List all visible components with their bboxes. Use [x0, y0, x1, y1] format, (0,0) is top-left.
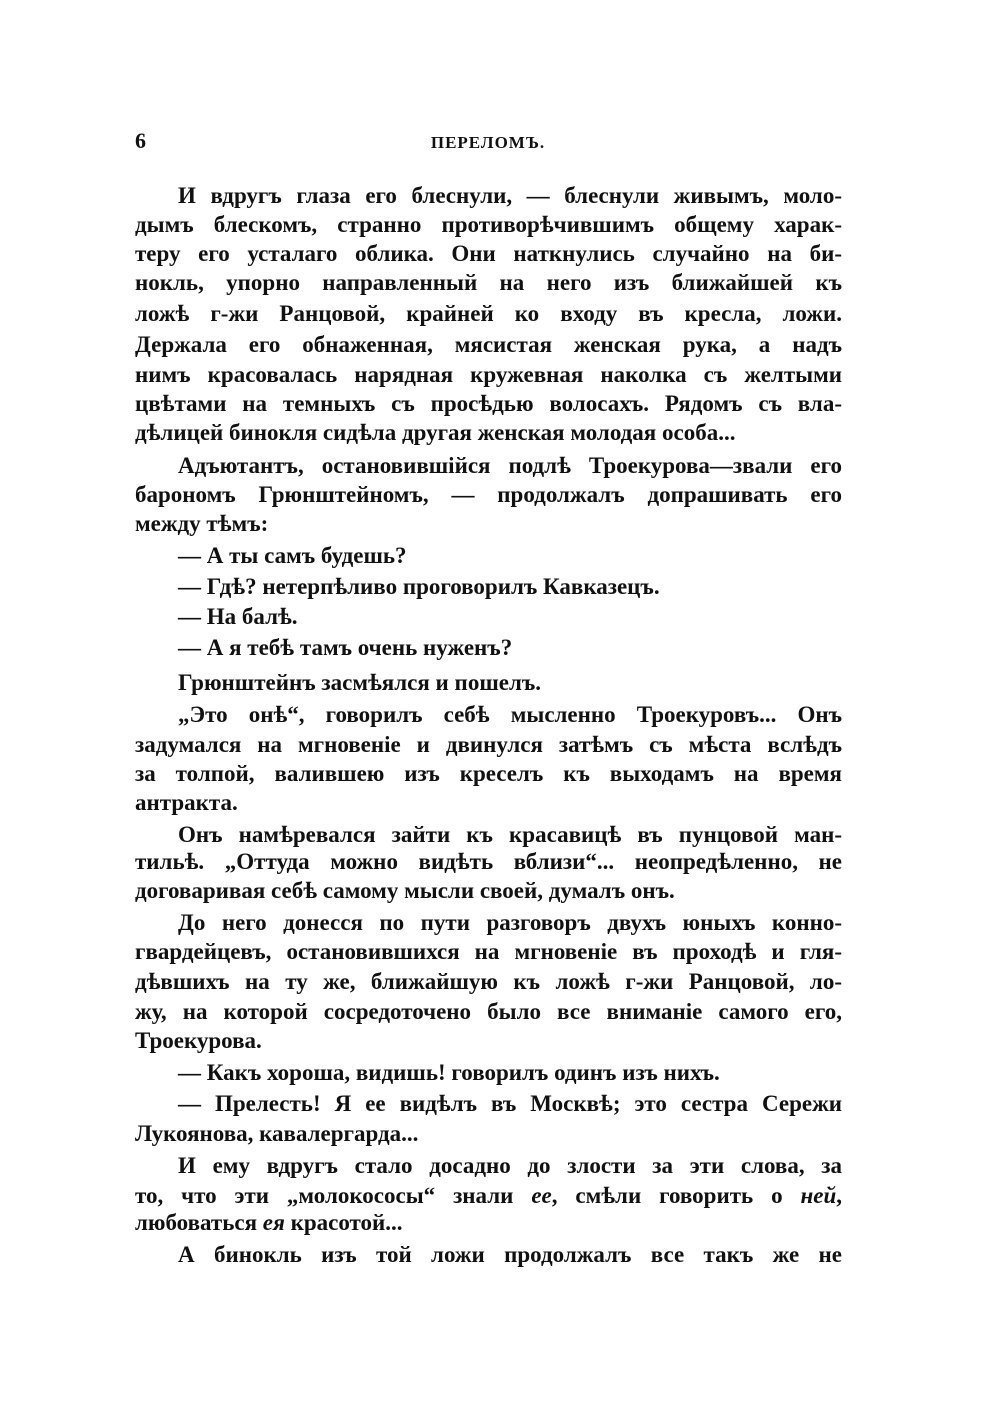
text-line: — Прелесть! Я ее видѣлъ въ Москвѣ; это сестра Сережи: [178, 1091, 842, 1116]
text-line: Адъютантъ, остановившійся подлѣ Троекурова—звали его: [178, 453, 842, 478]
text-line: барономъ Грюнштейномъ, — продолжалъ допрашивать его: [135, 482, 842, 507]
text-line: дѣлицей бинокля сидѣла другая женская молодая особа...: [135, 420, 736, 445]
text-segment: любоваться: [135, 1210, 263, 1235]
italic-word: ее: [531, 1183, 552, 1208]
text-line: — А ты самъ будешь?: [178, 543, 407, 568]
text-line: между тѣмъ:: [135, 511, 269, 536]
text-line: нимъ красовалась нарядная кружевная наколка съ желтыми: [135, 362, 842, 387]
text-segment: , смѣли говорить о: [551, 1183, 801, 1208]
text-line: договаривая себѣ самому мысли своей, думалъ онъ.: [135, 878, 675, 903]
text-line: Троекурова.: [135, 1028, 262, 1053]
italic-word: ея: [262, 1210, 285, 1235]
text-line: теру его усталаго облика. Они наткнулись случайно на би-: [135, 241, 842, 266]
text-line: — А я тебѣ тамъ очень нуженъ?: [178, 635, 513, 660]
text-line: Лукоянова, кавалергарда...: [135, 1121, 419, 1146]
text-line: [135, 1209, 842, 1237]
page-number: 6: [135, 128, 146, 153]
text-line: До него донесся по пути разговоръ двухъ юныхъ конно-: [178, 910, 842, 935]
text-line: И вдругъ глаза его блеснули, — блеснули живымъ, моло-: [178, 183, 842, 208]
text-segment: ,: [836, 1183, 842, 1208]
text-line: [135, 1182, 842, 1210]
text-line: — Какъ хороша, видишь! говорилъ одинъ изъ нихъ.: [178, 1060, 720, 1085]
text-line: — Гдѣ? нетерпѣливо проговорилъ Кавказецъ.: [178, 574, 660, 599]
text-line: тильѣ. „Оттуда можно видѣть вблизи“... неопредѣленно, не: [135, 849, 842, 874]
text-line: цвѣтами на темныхъ съ просѣдью волосахъ. Рядомъ съ вла-: [135, 391, 842, 416]
italic-word: ней: [800, 1183, 837, 1208]
text-line: Онъ намѣревался зайти къ красавицѣ въ пунцовой ман-: [178, 822, 842, 847]
text-line: нокль, упорно направленный на него изъ ближайшей къ: [135, 270, 842, 295]
text-line: жу, на которой сосредоточено было все вниманіе самого его,: [135, 999, 842, 1024]
text-line: А бинокль изъ той ложи продолжалъ все такъ же не: [178, 1242, 842, 1267]
text-line: — На балѣ.: [178, 604, 298, 629]
text-line: ложѣ г-жи Ранцовой, крайней ко входу въ кресла, ложи.: [135, 301, 842, 326]
text-line: И ему вдругъ стало досадно до злости за эти слова, за: [178, 1153, 842, 1178]
text-line: за толпой, валившею изъ креселъ къ выходамъ на время: [135, 761, 842, 786]
text-line: антракта.: [135, 790, 238, 815]
text-segment: красотой...: [284, 1210, 403, 1235]
text-line: дымъ блескомъ, странно противорѣчившимъ общему харак-: [135, 212, 842, 237]
text-line: задумался на мгновеніе и двинулся затѣмъ съ мѣста вслѣдъ: [135, 732, 842, 757]
text-line: Держала его обнаженная, мясистая женская рука, а надъ: [135, 332, 842, 357]
text-line: дѣвшихъ на ту же, ближайшую къ ложѣ г-жи Ранцовой, ло-: [135, 969, 842, 994]
running-title: ПЕРЕЛОМЪ.: [430, 133, 546, 152]
text-segment: то, что эти „молокососы“ знали: [135, 1183, 532, 1208]
text-line: гвардейцевъ, остановившихся на мгновеніе въ проходѣ и гля-: [135, 939, 842, 964]
text-line: „Это онѣ“, говорилъ себѣ мысленно Троекуровъ... Онъ: [178, 702, 842, 727]
text-line: Грюнштейнъ засмѣялся и пошелъ.: [178, 670, 542, 695]
